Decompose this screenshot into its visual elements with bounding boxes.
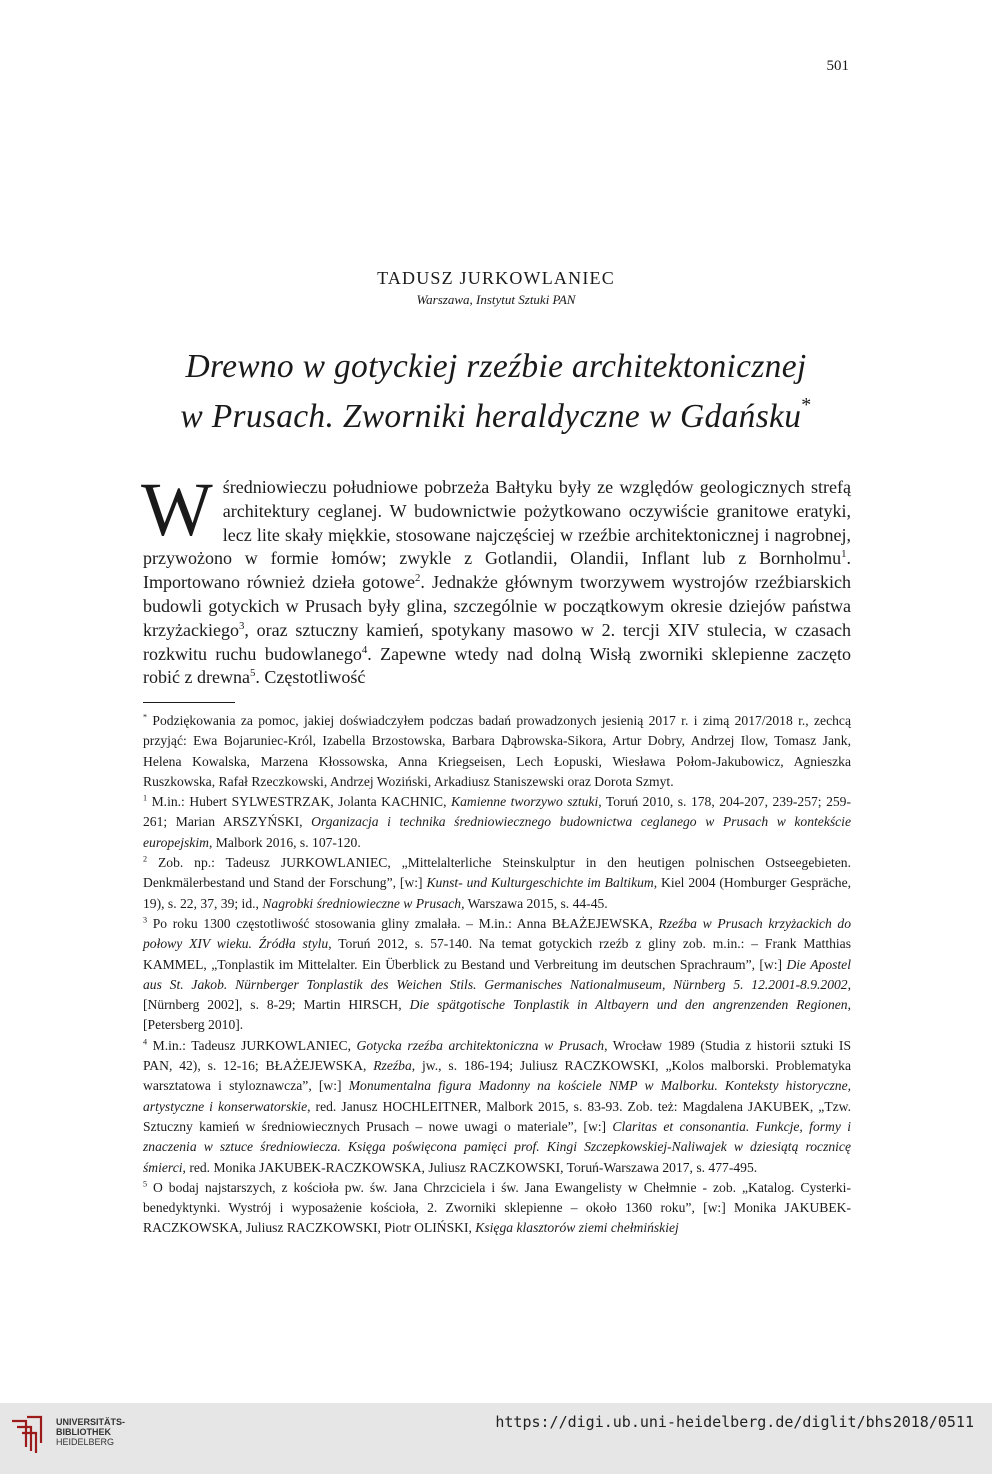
document-url-link[interactable]: https://digi.ub.uni-heidelberg.de/diglit/bhs2018/0511 (495, 1413, 974, 1431)
viewer-footer-bar (0, 1403, 992, 1474)
footnote-marker: * (143, 712, 148, 722)
footnote-marker: 1 (143, 793, 148, 803)
author-affiliation: Warszawa, Instytut Sztuki PAN (416, 292, 576, 307)
footnote-ref-4[interactable]: 4 (361, 643, 368, 656)
footnote-star (143, 711, 851, 792)
footnote-2 (143, 853, 851, 914)
page-number: 501 (826, 58, 849, 74)
logo-mark (12, 1417, 41, 1453)
footnote-text: , [Nürnberg 2002], s. 8-29; Martin HIRSCH, (143, 976, 851, 1013)
library-line-1: UNIVERSITÄTS- (56, 1417, 126, 1427)
footnote-marker: 4 (143, 1037, 148, 1047)
footnote-ref-1[interactable]: 1 (841, 548, 847, 561)
footnote-ref-3[interactable]: 3 (238, 619, 245, 632)
footnote-text: , Wrocław 1989 (Studia z historii sztuki IS PAN, 42), s. 12-16; BŁAŻEJEWSKA, (143, 1037, 851, 1074)
body-segment: średniowieczu południowe pobrzeża Bałtyku były ze względów geologicznych strefą architektury ceglanej. W budownictwie pożytkowano oczywiście granitowe eratyki, lecz lite skały miękkie, stosowane najczęściej w rzeźbie architektonicznej i nagrobnej, przywożono w formie łomów; zwykle z Gotlandii, Olandii, Inflant lub z Bornholmu (143, 477, 851, 569)
footnote-text: Podziękowania za pomoc, jakiej doświadczyłem podczas badań prowadzonych jesienią 2017 r. i zimą 2017/2018 r., zechcą przyjąć: Ewa Bojaruniec-Król, Izabella Brzostowska, Barbara Dąbrowska-Sikora, Artur Dobry, Andrzej Ilow, Tomasz Jank, Helena Kowalska, Marzena Kłossowska, Anna Kriegseisen, Lech Łopuski, Wiesława Połom-Jakubowicz, Agnieszka Ruszkowska, Rafał Rzeczkowski, Andrzej Woziński, Arkadiusz Staniszewski oraz Dorota Szmyt. (143, 713, 851, 789)
footnote-italic: Organizacja i technika średniowiecznego budownictwa ceglanego w Prusach w kontekście europejskim (143, 814, 851, 850)
footnote-text: , Toruń 2012, s. 57-140. Na temat gotyckich rzeźb z gliny zob. m.in.: – Frank Matthias KAMMEL, „Tonplastik im Mittelalter. Ein Überblick zu Bestand und Verbreitung im deutschen Sprachraum”, [w:] (143, 936, 851, 972)
footnote-5 (143, 1178, 851, 1239)
footnote-4 (143, 1036, 851, 1178)
footnote-text: O bodaj najstarszych, z kościoła pw. św. Jana Chrzciciela i św. Jana Ewangelisty w Chełmnie - zob. „Katalog. Cysterki-benedyktynki. Wystrój i wyposażenie kościoła, 2. Zworniki sklepienne – około 1360 roku”, [w:] Monika JAKUBEK-RACZKOWSKA, Juliusz RACZKOWSKI, Piotr OLIŃSKI, (143, 1179, 851, 1236)
footnote-italic: Claritas et consonantia. Funkcje, formy i znaczenia w sztuce średniowiecza. Księga poświęcona pamięci prof. Kingi Szczepkowskiej-Naliwajek w dziesiątą rocznicę śmierci (143, 1118, 851, 1175)
body-segment: , oraz sztuczny kamień, spotykany masowo w 2. tercji XIV stulecia, w czasach rozkwitu ruchu budowlanego (143, 619, 851, 664)
body-segment: . Zapewne wtedy nad dolną Wisłą zworniki sklepienne zaczęto robić z drewna (143, 643, 851, 688)
footnote-italic: Monumentalna figura Madonny na kościele NMP w Malborku. Konteksty historyczne, artystyczne i konserwatorskie (143, 1078, 851, 1114)
footnote-text: , Warszawa 2015, s. 44-45. (461, 895, 608, 911)
footnote-text: Zob. np.: Tadeusz JURKOWLANIEC, „Mittelalterliche Steinskulptur in den heutigen polnischen Ostseegebieten. Denkmälerbestand und Stand der Forschung”, [w:] (143, 855, 851, 891)
footnote-text: M.in.: Hubert SYLWESTRZAK, Jolanta KACHNIC, (147, 794, 452, 810)
footnote-italic: Gotycka rzeźba architektoniczna w Prusach (356, 1037, 605, 1053)
footnote-text: , Kiel 2004 (Homburger Gespräche, 19), s. 22, 37, 39; id., (143, 875, 852, 911)
university-library-logo-icon[interactable] (8, 1413, 48, 1455)
article-title (100, 345, 892, 438)
title-line-2 (100, 388, 892, 438)
drop-cap: W (141, 468, 213, 552)
footnote-text: , red. Monika JAKUBEK-RACZKOWSKA, Juliusz RACZKOWSKI, Toruń-Warszawa 2017, s. 477-495. (182, 1159, 758, 1175)
title-line-1: Drewno w gotyckiej rzeźbie architektonicznej (185, 348, 807, 385)
footnote-1 (143, 792, 851, 853)
body-segment: . Jednakże głównym tworzywem wystrojów rzeźbiarskich budowli gotyckich w Prusach były glina, szczególnie w początkowym okresie dziejów państwa krzyżackiego (143, 572, 851, 640)
footnote-italic: Rzeźba (373, 1058, 412, 1074)
author-block (0, 268, 992, 308)
library-line-3: HEIDELBERG (56, 1437, 115, 1447)
footnote-marker: 5 (143, 1179, 148, 1189)
body-segment: . Częstotliwość (255, 667, 366, 688)
footnote-italic: Nagrobki średniowieczne w Prusach (262, 895, 462, 911)
footnote-text: , jw., s. 186-194; Juliusz RACZKOWSKI, „Kolos malborski. Problematyka warsztatowa i styloznawcza”, [w:] (143, 1058, 851, 1094)
footnote-ref-5[interactable]: 5 (249, 667, 256, 680)
footnote-text: M.in.: Tadeusz JURKOWLANIEC, (147, 1037, 357, 1053)
footnote-italic: Rzeźba w Prusach krzyżackich do połowy XIV wieku. Źródła stylu (143, 915, 852, 952)
footnote-3 (143, 914, 851, 1036)
footnote-marker: 3 (143, 915, 148, 925)
footnote-text: , [Petersberg 2010]. (143, 997, 851, 1033)
footnote-text: , Toruń 2010, s. 178, 204-207, 239-257; 259-261; Marian ARSZYŃSKI, (143, 794, 851, 830)
footnote-italic: Kamienne tworzywo sztuki (451, 794, 599, 810)
footnote-text: Po roku 1300 częstotliwość stosowania gliny zmalała. – M.in.: Anna BŁAŻEJEWSKA, (147, 915, 659, 931)
footnote-marker: 2 (143, 854, 148, 864)
footnote-text: , Malbork 2016, s. 107-120. (208, 834, 361, 850)
body-segment: . Importowano również dzieła gotowe (143, 548, 851, 593)
library-name (56, 1417, 125, 1447)
footnote-italic: Die spätgotische Tonplastik in Altbayern und den angrenzenden Regionen (409, 997, 848, 1013)
footnote-divider (143, 702, 235, 703)
footnote-italic: Die Apostel aus St. Jakob. Nürnberger Tonplastik des Weichen Stils. Germanisches Nationalmuseum, Nürnberg 5. 12.2001-8.9.2002 (143, 956, 851, 992)
body-paragraph (141, 468, 851, 690)
footnote-italic: Księga klasztorów ziemi chełmińskiej (475, 1220, 679, 1236)
author-name: TADUSZ JURKOWLANIEC (377, 268, 615, 288)
footnote-text: , red. Janusz HOCHLEITNER, Malbork 2015, s. 83-93. Zob. też: Magdalena JAKUBEK, „Tzw. Sztuczny kamień w średniowiecznych Prusach – nowe uwagi o materiale”, [w:] (143, 1098, 851, 1134)
title-footnote-marker[interactable]: * (801, 394, 812, 416)
footnote-italic: Kunst- und Kulturgeschichte im Baltikum (426, 875, 654, 891)
footnotes (143, 711, 851, 1239)
footnote-ref-2[interactable]: 2 (415, 572, 421, 585)
library-line-2: BIBLIOTHEK (56, 1427, 111, 1437)
title-line-2-text: w Prusach. Zworniki heraldyczne w Gdańsku (180, 398, 802, 436)
